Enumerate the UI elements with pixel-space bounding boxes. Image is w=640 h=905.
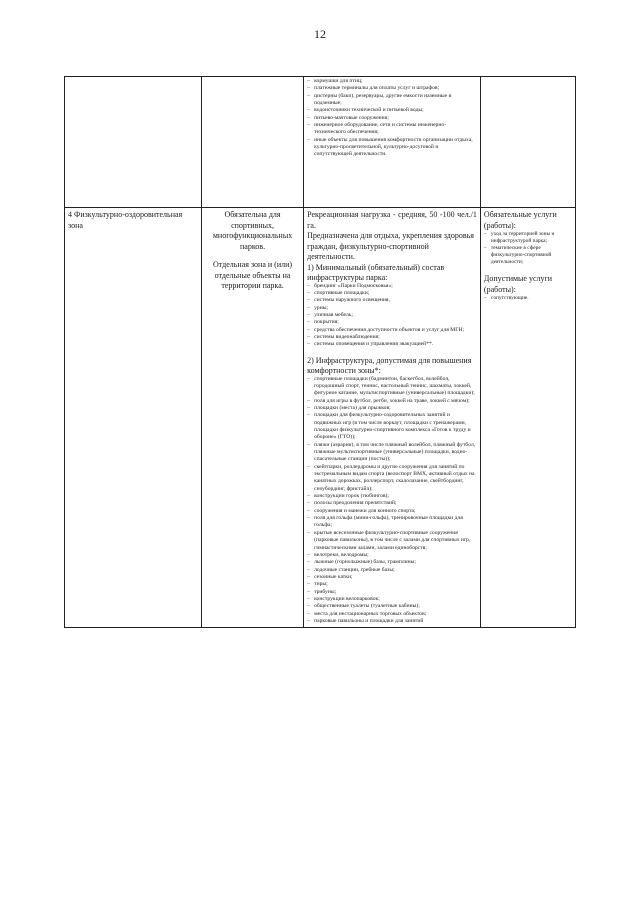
list-item: – брендинг «Парки Подмосковья»;	[307, 283, 477, 290]
list-item: – площадки для физкультурно-оздоровительных занятий и подвижных игр (в том числе воркаут, площадки с тренажерами, площадки физкультурно-спортивного комплекса «Готов к труду и обороне» (ГТО));	[307, 412, 477, 441]
table-row	[65, 77, 576, 208]
list-item: – спортивные площадки (бадминтон, баскетбол, волейбол, городошный спорт, теннис, настольный теннис, шахматы, хоккей, фигурное катание, мультиспортивные (универсальные) площадки);	[307, 376, 477, 398]
cell-zone-name	[65, 208, 202, 628]
list-item: – крытые всесезонные физкультурно-спортивные сооружения (парковые павильоны), в том числе с залами для спортивных игр, гимнастическими залами, залами единоборств;	[307, 530, 477, 552]
list-item: – поля для игры в футбол, регби, хоккей на траве, хоккей с мячом);	[307, 398, 477, 405]
list-item: – пляжи (аэрарии), в том числе пляжный волейбол, пляжный футбол, пляжные мультиспортивные (универсальные) площадки, водно-спасательные станции (посты));	[307, 442, 477, 464]
list-item: – велотреки, велодромы;	[307, 552, 477, 559]
zones-table	[64, 76, 576, 628]
list-item: – уличная мебель;	[307, 312, 477, 319]
cell-services	[480, 208, 575, 628]
page-number: 12	[314, 27, 326, 41]
list-item: – средства обеспечения доступности объектов и услуг для МГН;	[307, 327, 477, 334]
list-item: – полосы преодоления препятствий;	[307, 500, 477, 507]
section-title: Обязательные услуги (работы):	[483, 210, 557, 230]
list-item: – урны;	[307, 305, 477, 312]
cell-infrastructure	[304, 208, 481, 628]
list-item: – трибуны;	[307, 589, 477, 596]
list-item: – поля для гольфа (мини-гольфа), тренировочные площадки для гольфа;	[307, 515, 477, 530]
required-services-list	[484, 231, 572, 266]
list-item: – цистерны (баки), резервуары, другие емкости наземные и подземные;	[307, 93, 477, 108]
list-item: – иные объекты для повышения комфортности организации отдыха, культурно-просветительной, культурно-досуговой и сопутствующей деятельности.	[307, 137, 477, 159]
section-title: Допустимые услуги (работы):	[483, 274, 553, 294]
requirement-text: Отдельная зона и (или) отдельные объекты на территории парка.	[213, 260, 293, 290]
list-item: – площадки (места) для прыжков;	[307, 405, 477, 412]
list-item: – тематические в сфере физкультурно-спортивной деятельности;	[484, 245, 572, 266]
cell-empty	[480, 77, 575, 208]
list-item: – конструкции велопарковок;	[307, 596, 477, 603]
list-item: – скейтпарки, роллердромы и другие сооружения для занятий по экстремальным видам спорта (велоспорт BMX, активный отдых на канатных дорожках, роллерспорт, скалолазание, скейтбординг, сноубординг, фристайл);	[307, 464, 477, 493]
list-item: – места для нестационарных торговых объектов;	[307, 611, 477, 618]
list-item: – лодочные станции, гребные базы;	[307, 567, 477, 574]
list-item: – общественные туалеты (туалетные кабины);	[307, 603, 477, 610]
zone-name: 4 Физкультурно-оздоровительная зона	[68, 210, 183, 230]
list-item: – системы видеонаблюдения;	[307, 334, 477, 341]
list-item: – системы наружного освещения,	[307, 297, 477, 304]
list-item: – инженерное оборудование, сети и системы инженерно-технического обеспечения;	[307, 122, 477, 137]
table-row	[65, 208, 576, 628]
minimal-infrastructure-list	[307, 283, 477, 349]
list-item: – тиры;	[307, 581, 477, 588]
infrastructure-list	[307, 78, 477, 159]
load-text: Рекреационная нагрузка - средняя, 50 -100 чел./1 га.	[307, 210, 477, 230]
list-item: – платежные терминалы для оплаты услуг и штрафов;	[307, 85, 477, 92]
list-item: – водоисточники технической и питьевой воды;	[307, 107, 477, 114]
allowed-infrastructure-list	[307, 376, 477, 626]
list-item: – питьево-мачтовые сооружения;	[307, 115, 477, 122]
list-item: – сооружения и манежи для конного спорта;	[307, 508, 477, 515]
cell-requirements	[201, 208, 303, 628]
list-item: – лыжные (горнолыжные) базы, трамплины;	[307, 559, 477, 566]
list-item: – уход за территорией зоны и инфраструктурой парка;	[484, 231, 572, 245]
cell-empty	[65, 77, 202, 208]
cell-infrastructure	[304, 77, 481, 208]
list-item: – конструкции горок (тюбингов);	[307, 493, 477, 500]
list-item: – системы оповещения и управления эвакуацией**.	[307, 341, 477, 348]
list-item: – кормушки для птиц;	[307, 78, 477, 85]
list-item: – парковые павильоны и площадки для занятий	[307, 618, 477, 625]
list-item: – спортивные площадки;	[307, 290, 477, 297]
requirement-text: Обязательна для спортивных, многофункциональных парков.	[212, 210, 293, 251]
cell-empty	[201, 77, 303, 208]
allowed-services-list	[484, 295, 572, 302]
purpose-text: Предназначена для отдыха, укрепления здоровья граждан, физкультурно-спортивной деятельности.	[307, 231, 474, 261]
section-title: 1) Минимальный (обязательный) состав инфраструктуры парка:	[307, 262, 445, 282]
list-item: – сопутствующие.	[484, 295, 572, 302]
list-item: – сезонные катки;	[307, 574, 477, 581]
list-item: – покрытия;	[307, 319, 477, 326]
section-title: 2) Инфраструктура, допустимая для повышения комфортности зоны*:	[307, 355, 472, 375]
